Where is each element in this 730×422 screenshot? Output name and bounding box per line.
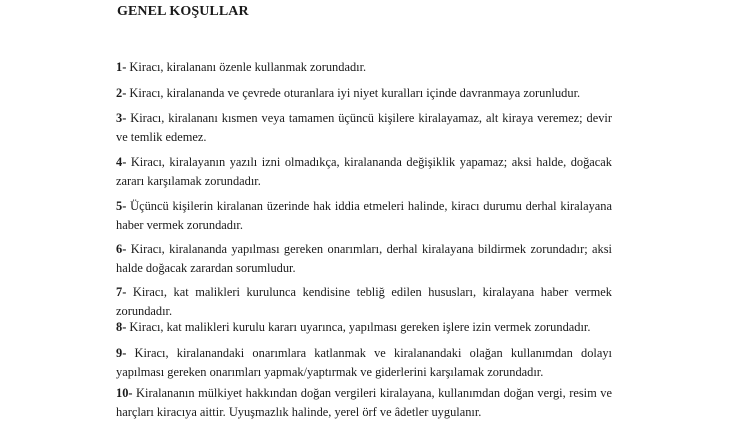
clause-10 — [116, 384, 612, 422]
clause-number: 1- — [116, 60, 127, 74]
clause-text: Kiralananın mülkiyet hakkından doğan vergileri kiralayana, kullanımdan doğan vergi, resim ve harçları kiracıya aittir. Uyuşmazlık halinde, yerel örf ve âdetler uygulanır. — [116, 386, 612, 419]
clause-text: Kiracı, kiralananda yapılması gereken onarımları, derhal kiralayana bildirmek zorundadır; aksi halde doğacak zarardan sorumludur. — [116, 242, 612, 275]
clause-9 — [116, 344, 612, 382]
clause-5 — [116, 197, 612, 235]
clause-number: 2- — [116, 86, 127, 100]
clause-number: 6- — [116, 242, 127, 256]
clause-text: Kiracı, kiralanandaki onarımlara katlanmak ve kiralanandaki olağan kullanımdan dolayı yapılması gereken onarımları yapmak/yaptırmak ve giderlerini karşılamak zorundadır. — [116, 346, 612, 379]
clause-text: Kiracı, kat malikleri kurulunca kendisine tebliğ edilen hususları, kiralayana haber vermek zorundadır. — [116, 285, 612, 318]
clause-text: Kiracı, kiralananı kısmen veya tamamen üçüncü kişilere kiralayamaz, alt kiraya veremez; devir ve temlik edemez. — [116, 111, 612, 144]
clause-1 — [116, 58, 612, 77]
clause-text: Kiracı, kiralananı özenle kullanmak zorundadır. — [126, 60, 367, 74]
clause-number: 10- — [116, 386, 133, 400]
clause-number: 8- — [116, 320, 127, 334]
clause-text: Kiracı, kiralayanın yazılı izni olmadıkça, kiralananda değişiklik yapamaz; aksi halde, doğacak zararı karşılamak zorundadır. — [116, 155, 612, 188]
clause-6 — [116, 240, 612, 278]
clause-7 — [116, 283, 612, 321]
clause-text: Üçüncü kişilerin kiralanan üzerinde hak iddia etmeleri halinde, kiracı durumu derhal kiralayana haber vermek zorundadır. — [116, 199, 612, 232]
clause-number: 7- — [116, 285, 127, 299]
clause-3 — [116, 109, 612, 147]
clause-number: 5- — [116, 199, 127, 213]
clause-2 — [116, 84, 612, 103]
clause-number: 4- — [116, 155, 127, 169]
clause-number: 9- — [116, 346, 127, 360]
document-title: GENEL KOŞULLAR — [117, 4, 249, 19]
clause-text: Kiracı, kat malikleri kurulu kararı uyarınca, yapılması gereken işlere izin vermek zorundadır. — [126, 320, 591, 334]
clause-number: 3- — [116, 111, 127, 125]
clause-4 — [116, 153, 612, 191]
clause-text: Kiracı, kiralananda ve çevrede oturanlara iyi niyet kuralları içinde davranmaya zorunludur. — [126, 86, 581, 100]
clause-8 — [116, 318, 612, 337]
